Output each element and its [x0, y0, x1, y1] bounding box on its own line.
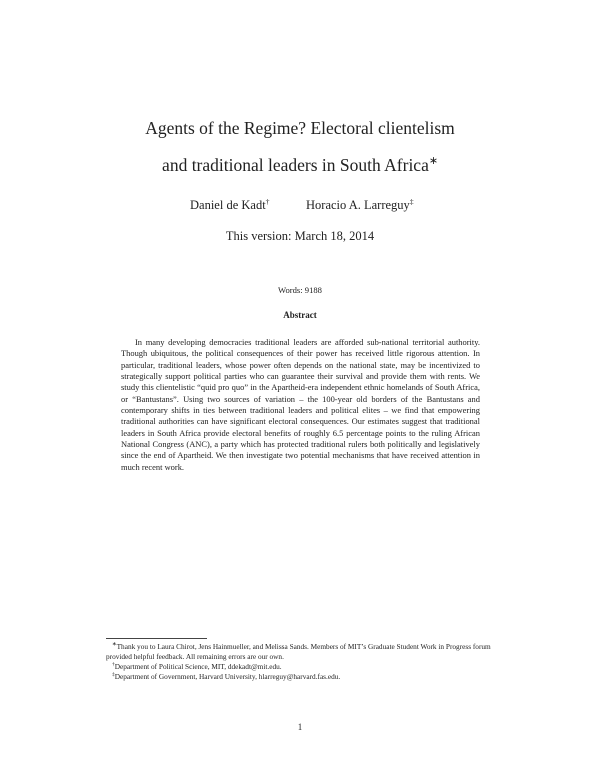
footnote-divider [106, 638, 207, 639]
author-1-name: Daniel de Kadt [190, 198, 266, 212]
title-text-1: Agents of the Regime? Electoral clientelism [145, 118, 455, 138]
author-2-name: Horacio A. Larreguy [306, 198, 410, 212]
abstract-body: In many developing democracies traditional leaders are afforded sub-national territorial authority. Though ubiquitous, the political consequences of their power has received little rigorous attention. In particular, traditional leaders, whose power often depends on the national state, may be incentivized to strategically support political parties who can guarantee their survival and provide them with rents. We study this clientelistic “quid pro quo” in the Apartheid-era independent ethnic homelands of South Africa, or “Bantustans”. Using two sources of variation – the 100-year old borders of the Bantustans and contemporary shifts in ties between traditional leaders and political elites – we find that empowering traditional authorities can have significant electoral consequences. Our estimates suggest that traditional leaders in South Africa provide electoral benefits of roughly 6.5 percentage points to the ruling African National Congress (ANC), a party which has protected traditional rulers both politically and legislatively since the end of Apartheid. We then investigate two potential mechanisms that have received attention in much recent work. [121, 337, 480, 472]
footnote-3-mark: ‡ [112, 671, 115, 678]
footnote-1-mark: ∗ [112, 641, 117, 648]
title-line-2 [0, 155, 600, 176]
title-line-1 [0, 118, 600, 139]
footnote-2-mark: † [112, 661, 115, 668]
version-date: This version: March 18, 2014 [225, 229, 375, 243]
footnote-2 [106, 662, 494, 672]
footnote-3 [106, 672, 494, 682]
footnote-1-text: Thank you to Laura Chirot, Jens Hainmueller, and Melissa Sands. Members of MIT’s Graduate Student Work in Progress forum provided helpful feedback. All remaining errors are our own. [106, 642, 491, 661]
footnotes [106, 642, 494, 682]
footnote-1 [106, 642, 494, 662]
word-count: Words: 9188 [278, 285, 322, 295]
page-number: 1 [297, 722, 303, 732]
abstract-heading: Abstract [283, 310, 317, 320]
title-footnote-mark: ∗ [428, 155, 438, 168]
author-1 [190, 198, 270, 213]
footnote-3-text: Department of Government, Harvard University, hlarreguy@harvard.fas.edu. [114, 671, 341, 681]
author-2-mark: ‡ [409, 196, 414, 206]
author-2 [306, 198, 414, 213]
title-text-2: and traditional leaders in South Africa [162, 155, 429, 175]
author-1-mark: † [265, 196, 270, 206]
footnote-2-text: Department of Political Science, MIT, ddekadt@mit.edu. [114, 661, 282, 671]
